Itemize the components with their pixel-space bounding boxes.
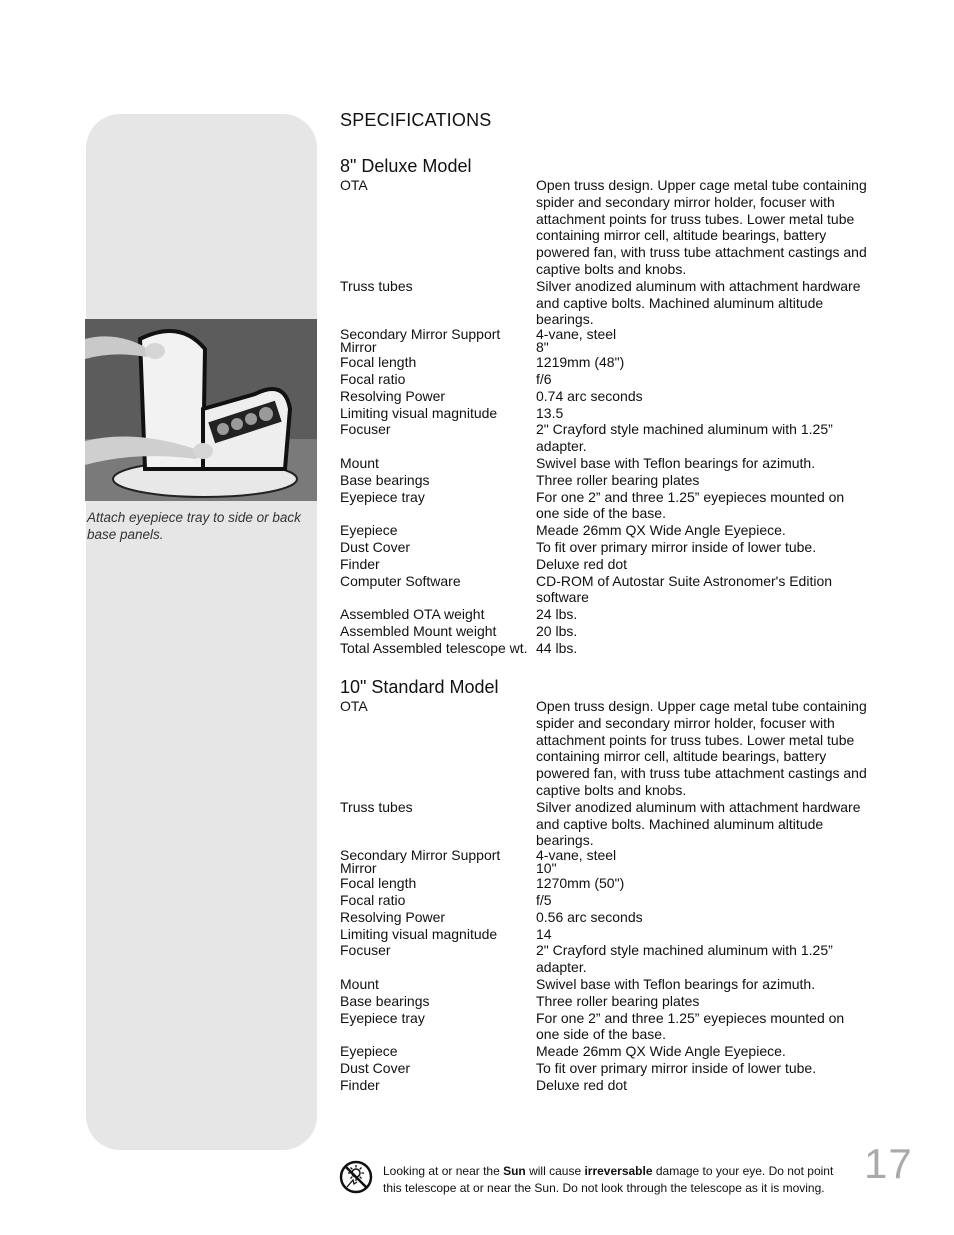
model-title: 10" Standard Model — [340, 677, 499, 697]
spec-value: 2" Crayford style machined aluminum with 1.25” adapter. — [536, 942, 833, 976]
spec-value: Meade 26mm QX Wide Angle Eyepiece. — [536, 522, 786, 539]
spec-label: Limiting visual magnitude — [340, 925, 498, 942]
standard-model-section — [340, 676, 880, 1094]
spec-row — [340, 177, 880, 278]
page-title: SPECIFICATIONS — [340, 110, 492, 130]
spec-row — [340, 472, 880, 489]
spec-label: Base bearings — [340, 471, 430, 488]
sidebar-panel — [86, 114, 317, 1150]
spec-row — [340, 862, 880, 875]
spec-value: 24 lbs. — [536, 606, 578, 623]
spec-value: Open truss design. Upper cage metal tube containing spider and secondary mirror holder, focuser with attachment points for truss tubes. Lower metal tube containing mirror cell, altitude bearings, battery powered fan, with truss tube attachment castings and captive bolts and knobs. — [536, 177, 867, 277]
spec-value: Deluxe red dot — [536, 555, 628, 572]
spec-label: Mount — [340, 454, 379, 471]
spec-label: Resolving Power — [340, 387, 446, 404]
spec-label: Computer Software — [340, 572, 461, 589]
spec-row — [340, 993, 880, 1010]
page-number: 17 — [864, 1140, 913, 1187]
spec-label: Truss tubes — [340, 798, 413, 815]
spec-row — [340, 522, 880, 539]
spec-value: Three roller bearing plates — [536, 471, 700, 488]
spec-label: Limiting visual magnitude — [340, 404, 498, 421]
spec-value: CD-ROM of Autostar Suite Astronomer's Edition software — [536, 572, 833, 606]
spec-value: 44 lbs. — [536, 639, 578, 656]
spec-value: 0.74 arc seconds — [536, 387, 643, 404]
spec-row — [340, 328, 880, 341]
spec-row — [340, 556, 880, 573]
spec-row — [340, 640, 880, 657]
spec-label: Focal ratio — [340, 370, 406, 387]
spec-value: Three roller bearing plates — [536, 992, 700, 1009]
sun-warning-text: Looking at or near the Sun will cause irreversable damage to your eye. Do not point this telescope at or near the Sun. Do not look through the telescope as it is moving. — [383, 1164, 834, 1195]
spec-row — [340, 799, 880, 849]
spec-list — [340, 177, 880, 657]
deluxe-model-section — [340, 155, 880, 657]
spec-row — [340, 405, 880, 422]
spec-label: Focal length — [340, 875, 417, 892]
spec-row — [340, 909, 880, 926]
spec-label: Mount — [340, 975, 379, 992]
spec-value: 1270mm (50") — [536, 875, 625, 892]
photo-caption: Attach eyepiece tray to side or back base panels. — [87, 510, 301, 542]
spec-value: Silver anodized aluminum with attachment hardware and captive bolts. Machined aluminum altitude bearings. — [536, 277, 861, 328]
model-title: 8" Deluxe Model — [340, 156, 472, 176]
spec-row — [340, 354, 880, 371]
spec-row — [340, 698, 880, 799]
spec-value: For one 2” and three 1.25” eyepieces mounted on one side of the base. — [536, 1009, 845, 1043]
spec-value: Silver anodized aluminum with attachment hardware and captive bolts. Machined aluminum altitude bearings. — [536, 798, 861, 849]
spec-label: Eyepiece — [340, 522, 398, 539]
spec-row — [340, 926, 880, 943]
spec-label: OTA — [340, 698, 368, 714]
spec-label: Truss tubes — [340, 277, 413, 294]
spec-label: Focuser — [340, 942, 391, 959]
spec-row — [340, 573, 880, 607]
spec-label: Base bearings — [340, 992, 430, 1009]
spec-value: 1219mm (48") — [536, 354, 625, 371]
spec-value: 0.56 arc seconds — [536, 908, 643, 925]
spec-label: Finder — [340, 1076, 380, 1093]
spec-label: OTA — [340, 177, 368, 193]
spec-value: 4-vane, steel — [536, 326, 617, 343]
sun-warning-icon — [339, 1160, 373, 1194]
spec-label: Dust Cover — [340, 1059, 411, 1076]
spec-row — [340, 875, 880, 892]
spec-value: To fit over primary mirror inside of lower tube. — [536, 538, 817, 555]
spec-label: Finder — [340, 555, 380, 572]
eyepiece-tray-photo — [85, 319, 317, 501]
spec-row — [340, 849, 880, 862]
spec-label: Mirror — [340, 860, 377, 877]
spec-row — [340, 892, 880, 909]
spec-list — [340, 698, 880, 1094]
spec-value: For one 2” and three 1.25” eyepieces mounted on one side of the base. — [536, 488, 845, 522]
spec-row — [340, 455, 880, 472]
spec-row — [340, 606, 880, 623]
spec-row — [340, 489, 880, 523]
spec-value: 13.5 — [536, 404, 564, 421]
spec-row — [340, 388, 880, 405]
spec-value: Deluxe red dot — [536, 1076, 628, 1093]
spec-row — [340, 623, 880, 640]
spec-value: 14 — [536, 925, 552, 942]
spec-value: f/6 — [536, 370, 552, 387]
spec-value: 8" — [536, 339, 549, 356]
spec-row — [340, 278, 880, 328]
spec-label: Secondary Mirror Support — [340, 326, 501, 343]
spec-label: Secondary Mirror Support — [340, 847, 501, 864]
spec-value: Swivel base with Teflon bearings for azimuth. — [536, 975, 816, 992]
spec-label: Eyepiece tray — [340, 1009, 425, 1026]
spec-row — [340, 942, 880, 976]
spec-value: 20 lbs. — [536, 622, 578, 639]
spec-row — [340, 539, 880, 556]
spec-label: Dust Cover — [340, 538, 411, 555]
spec-value: Swivel base with Teflon bearings for azimuth. — [536, 454, 816, 471]
spec-row — [340, 421, 880, 455]
spec-label: Total Assembled telescope wt. — [340, 639, 528, 656]
spec-row — [340, 1010, 880, 1044]
spec-label: Focal ratio — [340, 891, 406, 908]
spec-label: Assembled Mount weight — [340, 622, 497, 639]
spec-value: f/5 — [536, 891, 552, 908]
spec-label: Focal length — [340, 354, 417, 371]
spec-value: 2" Crayford style machined aluminum with 1.25” adapter. — [536, 421, 833, 455]
spec-value: 4-vane, steel — [536, 847, 617, 864]
spec-label: Eyepiece tray — [340, 488, 425, 505]
spec-row — [340, 341, 880, 354]
spec-row — [340, 1077, 880, 1094]
spec-value: 10" — [536, 860, 557, 877]
spec-row — [340, 976, 880, 993]
spec-label: Mirror — [340, 339, 377, 356]
spec-label: Focuser — [340, 421, 391, 438]
spec-label: Assembled OTA weight — [340, 606, 485, 623]
spec-value: Meade 26mm QX Wide Angle Eyepiece. — [536, 1043, 786, 1060]
spec-value: Open truss design. Upper cage metal tube containing spider and secondary mirror holder, focuser with attachment points for truss tubes. Lower metal tube containing mirror cell, altitude bearings, battery powered fan, with truss tube attachment castings and captive bolts and knobs. — [536, 698, 867, 798]
spec-row — [340, 371, 880, 388]
spec-label: Resolving Power — [340, 908, 446, 925]
spec-row — [340, 1060, 880, 1077]
spec-label: Eyepiece — [340, 1043, 398, 1060]
spec-value: To fit over primary mirror inside of lower tube. — [536, 1059, 817, 1076]
spec-row — [340, 1043, 880, 1060]
